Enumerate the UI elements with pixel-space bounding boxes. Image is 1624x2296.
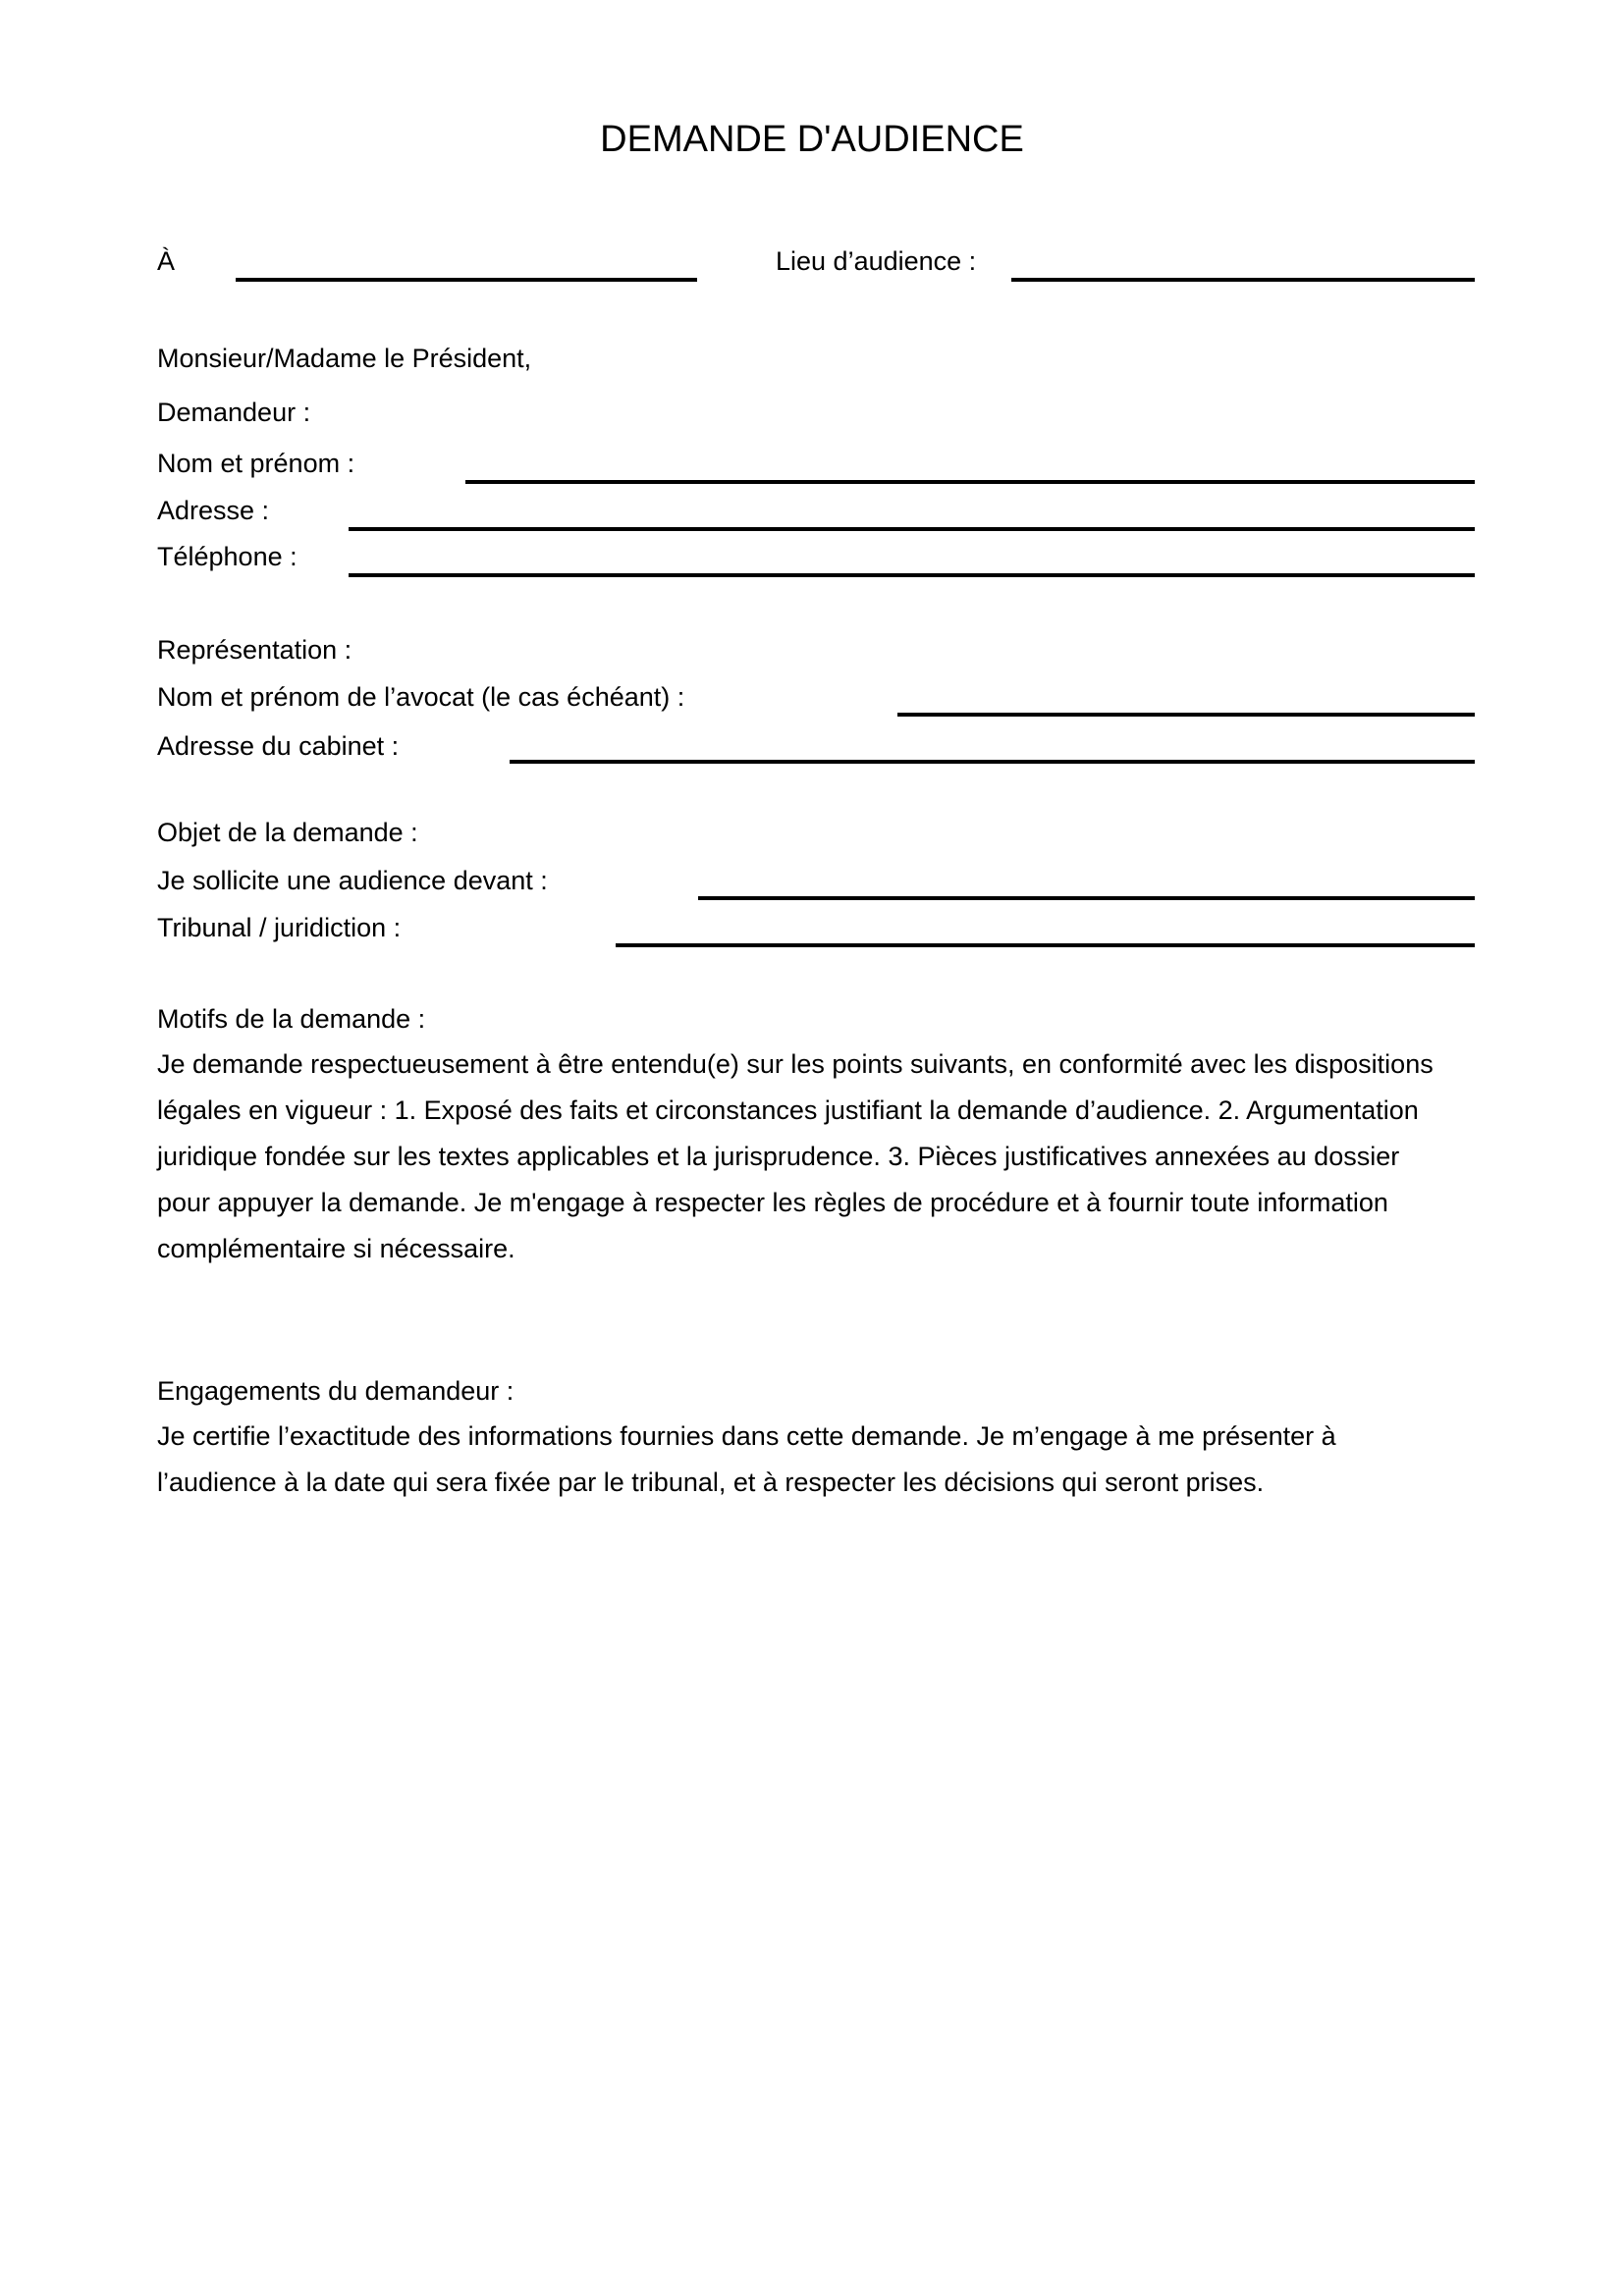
nom-prenom-label: Nom et prénom : bbox=[157, 449, 355, 478]
motifs-line: Je demande respectueusement à être entendu(e) sur les points suivants, en conformité avec les dispositions bbox=[157, 1049, 1434, 1079]
salutation: Monsieur/Madame le Président, bbox=[157, 344, 532, 373]
representation-heading: Représentation : bbox=[157, 635, 352, 665]
demandeur-heading: Demandeur : bbox=[157, 398, 311, 427]
venue-blank-line bbox=[1011, 278, 1475, 282]
telephone-label: Téléphone : bbox=[157, 542, 298, 571]
engagements-paragraph bbox=[157, 1414, 1492, 1506]
document-title: DEMANDE D'AUDIENCE bbox=[600, 119, 1024, 160]
tribunal-blank-line bbox=[616, 943, 1475, 947]
engagements-line: Je certifie l’exactitude des informations fournies dans cette demande. Je m’engage à me présenter à bbox=[157, 1421, 1336, 1451]
motifs-heading: Motifs de la demande : bbox=[157, 1004, 426, 1034]
avocat-blank-line bbox=[897, 713, 1475, 717]
telephone-blank-line bbox=[349, 573, 1475, 577]
motifs-line: juridique fondée sur les textes applicables et la jurisprudence. 3. Pièces justificatives annexées au dossier bbox=[157, 1142, 1400, 1171]
avocat-label: Nom et prénom de l’avocat (le cas échéant) : bbox=[157, 682, 685, 712]
adresse-label: Adresse : bbox=[157, 496, 270, 525]
adresse-blank-line bbox=[349, 527, 1475, 531]
to-blank-line bbox=[236, 278, 697, 282]
nom-prenom-blank-line bbox=[465, 480, 1475, 484]
to-label: À bbox=[157, 246, 176, 276]
motifs-paragraph bbox=[157, 1041, 1492, 1272]
motifs-line: légales en vigueur : 1. Exposé des faits et circonstances justifiant la demande d’audience. 2. Argumentation bbox=[157, 1095, 1419, 1125]
cabinet-label: Adresse du cabinet : bbox=[157, 731, 400, 761]
motifs-line: complémentaire si nécessaire. bbox=[157, 1234, 515, 1263]
objet-heading: Objet de la demande : bbox=[157, 818, 418, 847]
motifs-line: pour appuyer la demande. Je m'engage à respecter les règles de procédure et à fournir toute information bbox=[157, 1188, 1388, 1217]
tribunal-label: Tribunal / juridiction : bbox=[157, 913, 402, 942]
engagements-heading: Engagements du demandeur : bbox=[157, 1376, 514, 1406]
venue-label: Lieu d’audience : bbox=[776, 246, 977, 276]
engagements-line: l’audience à la date qui sera fixée par le tribunal, et à respecter les décisions qui seront prises. bbox=[157, 1468, 1265, 1497]
audience-devant-blank-line bbox=[698, 896, 1475, 900]
audience-devant-label: Je sollicite une audience devant : bbox=[157, 866, 548, 895]
cabinet-blank-line bbox=[510, 760, 1475, 764]
